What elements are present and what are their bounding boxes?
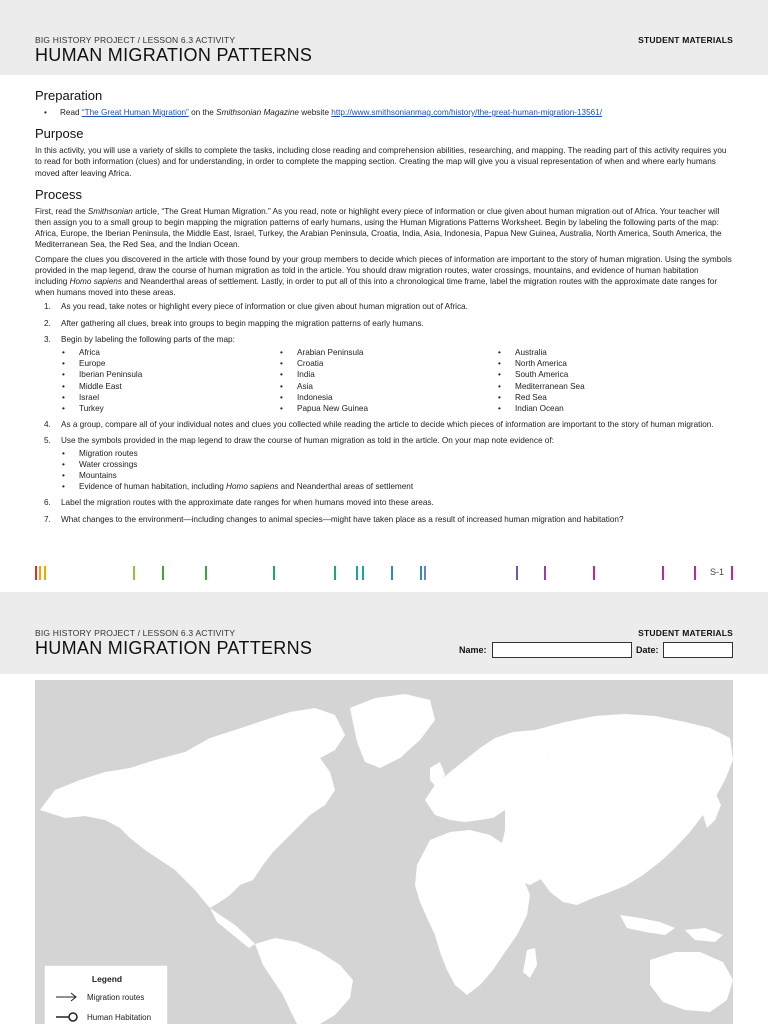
list-item: • Europe [61,358,279,369]
step-item: 7. What changes to the environment—including changes to animal species—might have taken place as a result of increased human migration and habitation? [44,514,624,524]
timeline-tick [133,566,135,580]
map-parts-column [497,347,715,414]
list-item: • Mediterranean Sea [497,381,715,392]
page-content [35,88,733,533]
list-item: • Indonesia [279,392,497,403]
list-item: • Evidence of human habitation, including Homo sapiens and Neanderthal areas of settlement [61,481,733,492]
list-item: • Water crossings [61,459,733,470]
student-materials-label: STUDENT MATERIALS [638,35,733,45]
list-item: • South America [497,369,715,380]
indonesia-shape [620,915,675,935]
step-item: 2. After gathering all clues, break into groups to begin mapping the migration patterns of early humans. [44,318,424,328]
page-number: S-1 [710,567,725,577]
list-item: • Iberian Peninsula [61,369,279,380]
evidence-list [61,448,733,493]
name-field[interactable] [492,642,632,658]
list-item: • Africa [61,347,279,358]
timeline-bar [0,566,768,580]
page-title: HUMAN MIGRATION PATTERNS [35,638,313,658]
page-header [0,610,768,674]
step-item: 4. As a group, compare all of your individual notes and clues you collected while reading the article to decide which pieces of information are important to the story of human migration. [44,420,714,430]
purpose-heading: Purpose [35,126,84,142]
timeline-tick [420,566,422,580]
process-paragraph-1: First, read the Smithsonian article, “The Great Human Migration.” As you read, note or highlight every piece of information or clue given about human migration out of Africa. Your teacher will then assign you to a small group to begin mapping the migration patterns of early humans, using the Human Migrations Patterns Worksheet. Begin by labeling the following parts of the map: Africa, Europe, the Iberian Peninsula, the Middle East, Israel, Turkey, the Arabian Peninsula, Croatia, India, Asia, Indonesia, Papua New Guinea, Australia, North America, South America, the Mediterranean Sea, the Red Sea, and the Indian Ocean. [35,206,722,250]
list-item: • Croatia [279,358,497,369]
process-steps [35,301,733,524]
timeline-tick [362,566,364,580]
preparation-section [35,88,733,118]
list-item: • Asia [279,381,497,392]
purpose-text: In this activity, you will use a variety of skills to complete the tasks, including close reading and comprehension abilities, researching, and mapping. The reading part of this activity requires you to read for both information (clues) and for understanding, in order to complete the mapping section. Creating the map will give you a visual representation of when and where early humans moved after leaving Africa. [35,146,727,178]
step-item: 5. Use the symbols provided in the map legend to draw the course of human migration as told in the article. On your map note evidence of: • Migration routes • Water crossings • Mountains • Evidence of human habitation, including Homo sapiens and Neanderthal areas of settlement [35,435,733,492]
timeline-tick [35,566,37,580]
list-item: • Mountains [61,470,733,481]
list-item: • Australia [497,347,715,358]
timeline-tick [694,566,696,580]
purpose-section [35,126,733,179]
habitation-icon [55,1010,79,1024]
timeline-tick [205,566,207,580]
greenland-shape [350,694,435,768]
timeline-tick [662,566,664,580]
map-legend [44,965,168,1024]
preparation-heading: Preparation [35,88,103,103]
australia-shape [650,952,733,1012]
south-america-shape [255,938,353,1024]
article-url-link[interactable]: http://www.smithsonianmag.com/history/the-great-human-migration-13561/ [331,108,603,117]
timeline-tick [162,566,164,580]
date-label: Date: [636,645,659,655]
timeline-tick [516,566,518,580]
page-title: HUMAN MIGRATION PATTERNS [35,45,313,65]
step-item: 3. Begin by labeling the following parts of the map: • Africa • Europe • Iberian Peninsula • Middle East • Israel • Turkey • Arabian Peninsula • Croatia • India • Asia • Indonesia • Papua New Guinea • Australia • North America • South America • Mediterranean Sea • Red Sea • Indian Ocean [35,334,733,414]
central-america-shape [210,908,255,948]
page-header [0,0,768,75]
list-item: • Turkey [61,403,279,414]
timeline-tick [544,566,546,580]
process-heading: Process [35,186,82,202]
list-item: • India [279,369,497,380]
map-parts-list [61,347,733,414]
list-item: • Arabian Peninsula [279,347,497,358]
list-item: • Papua New Guinea [279,403,497,414]
timeline-tick [44,566,46,580]
name-label: Name: [459,645,487,655]
timeline-tick [593,566,595,580]
list-item: • Israel [61,392,279,403]
legend-human-habitation: Human Habitation [87,1013,152,1022]
lesson-label: BIG HISTORY PROJECT / LESSON 6.3 ACTIVITY [35,628,236,638]
article-link[interactable]: “The Great Human Migration” [81,108,189,117]
timeline-tick [356,566,358,580]
step-item: 6. Label the migration routes with the approximate date ranges for when humans moved into these areas. [44,498,434,508]
north-america-shape [40,708,345,908]
worksheet-page [0,610,768,1024]
timeline-tick [39,566,41,580]
timeline-tick [391,566,393,580]
list-item: • Red Sea [497,392,715,403]
map-parts-column [61,347,279,414]
process-paragraph-2: Compare the clues you discovered in the article with those found by your group members to decide which pieces of information are important to the story of human migration. Using the symbols provided in the map legend, draw the course of human migration as told in the article. You should draw migration routes, water crossings, mountains, and evidence of human habitation including Homo sapiens and Neanderthal areas of settlement. Lastly, in order to put all of this into a chronological time frame, label the migration routes with the approximate date ranges for when humans moved into these areas. [35,254,732,298]
madagascar-shape [523,948,537,978]
arrow-right-icon [55,992,79,1002]
list-item: • Middle East [61,381,279,392]
process-section [35,187,733,525]
timeline-tick [334,566,336,580]
student-materials-label: STUDENT MATERIALS [638,628,733,638]
list-item: • North America [497,358,715,369]
list-item: • Migration routes [61,448,733,459]
date-field[interactable] [663,642,733,658]
preparation-item: • Read “The Great Human Migration” on the Smithsonian Magazine website http://www.smithsonianmag.com/history/the-great-human-migration-13561/ [35,107,733,118]
map-parts-column [279,347,497,414]
step-item: 1. As you read, take notes or highlight every piece of information or clue given about human migration out of Africa. [44,302,468,312]
papua-new-guinea-shape [685,928,723,942]
legend-migration-routes: Migration routes [87,993,145,1002]
timeline-tick [731,566,733,580]
list-item: • Indian Ocean [497,403,715,414]
timeline-tick [273,566,275,580]
legend-title: Legend [91,974,123,984]
timeline-tick [424,566,426,580]
lesson-label: BIG HISTORY PROJECT / LESSON 6.3 ACTIVITY [35,35,236,45]
